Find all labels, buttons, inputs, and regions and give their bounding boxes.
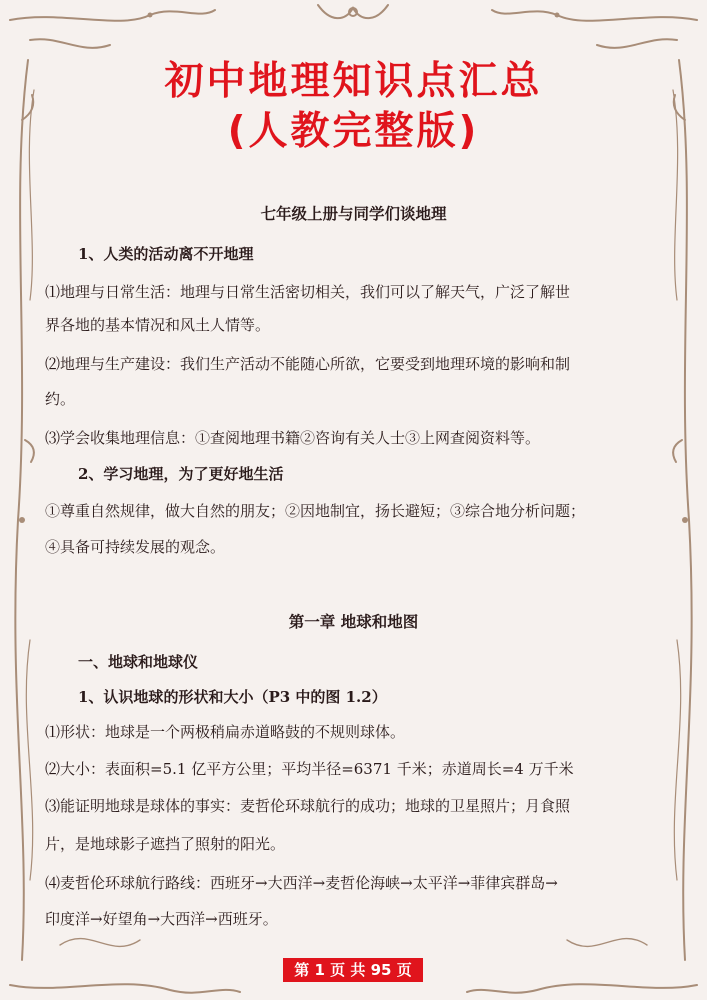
paragraph-line: 印度洋→好望角→大西洋→西班牙。 [45,910,278,928]
paragraph-line: ⑷麦哲伦环球航行路线：西班牙→大西洋→麦哲伦海峡→太平洋→菲律宾群岛→ [45,874,558,892]
paragraph-line: ⑵地理与生产建设：我们生产活动不能随心所欲，它要受到地理环境的影响和制 [45,355,571,373]
paragraph-line: 约。 [45,390,76,408]
paragraph-line: ④具备可持续发展的观念。 [45,538,226,556]
paragraph-line: ①尊重自然规律，做大自然的朋友；②因地制宜，扬长避短；③综合地分析问题； [45,502,586,520]
paragraph-line: 界各地的基本情况和风土人情等。 [45,316,271,334]
paragraph-line: ⑵大小：表面积=5.1 亿平方公里；平均半径=6371 千米；赤道周长=4 万千米 [45,760,574,778]
section-heading-chapter1: 第一章 地球和地图 [288,612,419,631]
section-heading-intro: 七年级上册与同学们谈地理 [260,204,447,223]
paragraph-line: ⑶学会收集地理信息：①查阅地理书籍②咨询有关人士③上网查阅资料等。 [45,429,541,447]
paragraph-line: ⑴地理与日常生活：地理与日常生活密切相关，我们可以了解天气，广泛了解世 [45,283,571,301]
document-subtitle: (人教完整版) [227,109,480,154]
paragraph-line: 片，是地球影子遮挡了照射的阳光。 [45,835,286,853]
page-number-badge: 第 1 页 共 95 页 [283,958,423,982]
paragraph-line: ⑶能证明地球是球体的事实：麦哲伦环球航行的成功；地球的卫星照片；月食照 [45,797,571,815]
document-title: 初中地理知识点汇总 [164,59,543,104]
subheading-2: 2、学习地理，为了更好地生活 [78,465,284,483]
subheading-1: 1、人类的活动离不开地理 [78,245,254,263]
subheading-shape-size: 1、认识地球的形状和大小（P3 中的图 1.2） [78,688,387,706]
subheading-globe: 一、地球和地球仪 [78,653,199,671]
paragraph-line: ⑴形状：地球是一个两极稍扁赤道略鼓的不规则球体。 [45,723,406,741]
